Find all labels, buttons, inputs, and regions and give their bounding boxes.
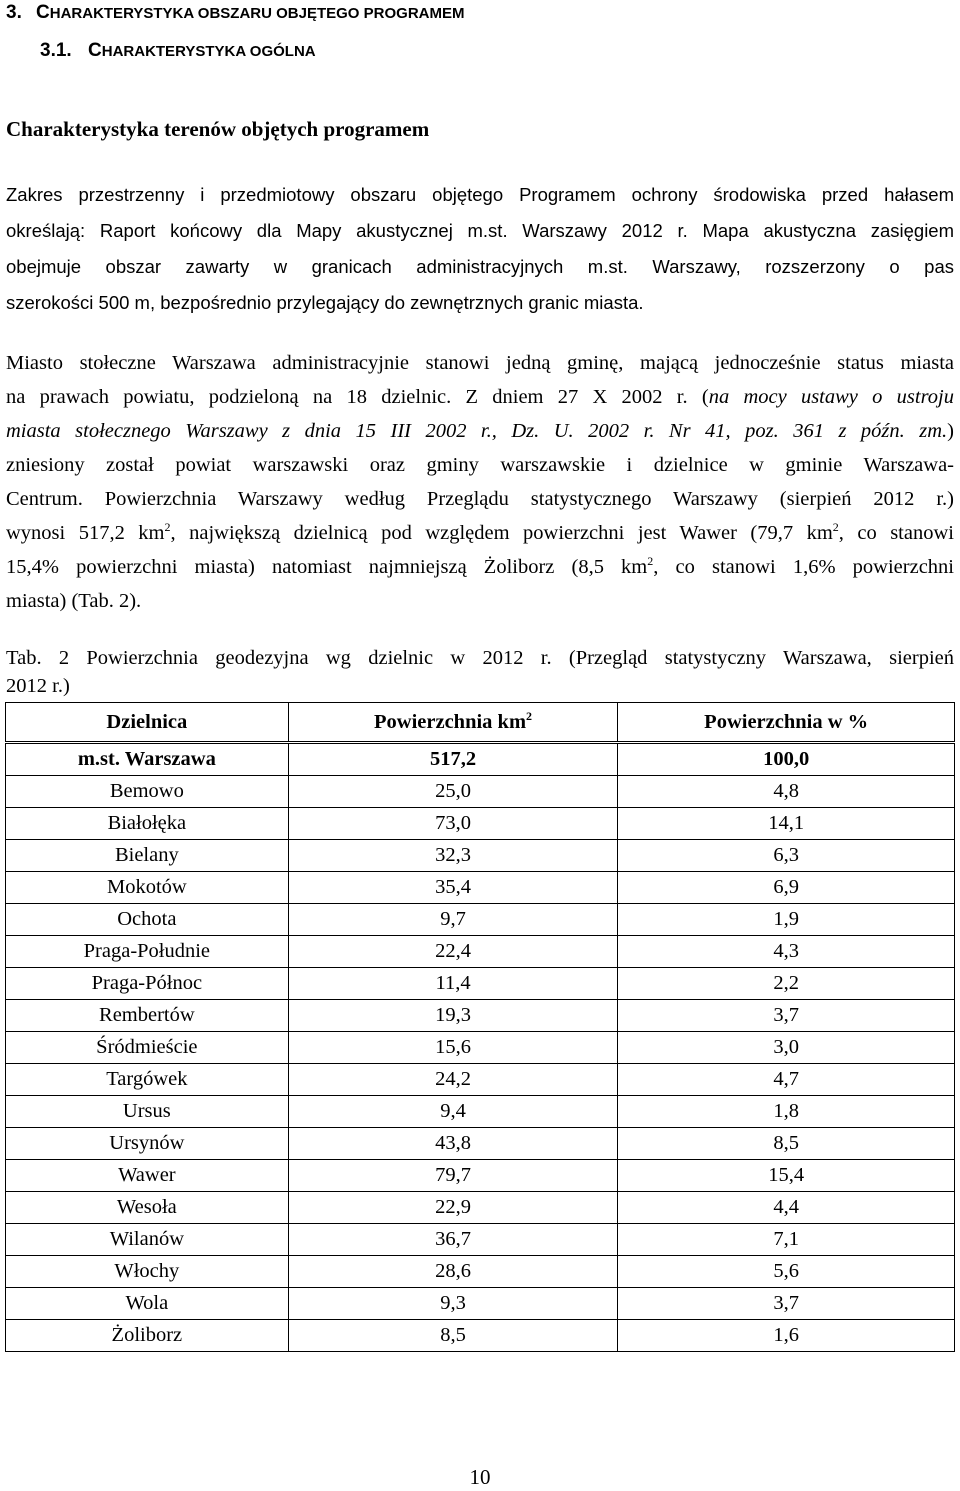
table-row xyxy=(6,904,955,936)
table-cell: 24,2 xyxy=(288,1064,618,1096)
table-cell: 79,7 xyxy=(288,1160,618,1192)
paragraph-text: , co stanowi 1,6% powierzchni xyxy=(653,556,954,578)
paragraph-text: wynosi 517,2 km xyxy=(6,522,165,544)
paragraph-warsaw xyxy=(6,346,954,618)
table-cell: 1,9 xyxy=(618,904,955,936)
table-row xyxy=(6,1256,955,1288)
table-cell: 1,8 xyxy=(618,1096,955,1128)
table-cell: 25,0 xyxy=(288,776,618,808)
section-title-rest: HARAKTERYSTYKA OBSZARU OBJĘTEGO PROGRAMEM xyxy=(49,5,465,22)
paragraph-line xyxy=(6,380,954,414)
table-cell: Praga-Południe xyxy=(6,936,289,968)
paragraph-italic: na mocy ustawy o ustroju xyxy=(708,386,954,408)
paragraph-text: , największą dzielnicą pod względem powierzchni jest Wawer (79,7 km xyxy=(170,522,833,544)
table-cell: 1,6 xyxy=(618,1320,955,1352)
column-header-area xyxy=(288,703,618,743)
table-row xyxy=(6,1032,955,1064)
table-cell: m.st. Warszawa xyxy=(6,743,289,776)
subsection-number: 3.1. xyxy=(40,40,72,61)
table-cell: Śródmieście xyxy=(6,1032,289,1064)
table-cell: Wesoła xyxy=(6,1192,289,1224)
table-cell: Wawer xyxy=(6,1160,289,1192)
table-cell: 14,1 xyxy=(618,808,955,840)
table-cell: 6,9 xyxy=(618,872,955,904)
table-row xyxy=(6,1288,955,1320)
table-cell: 4,7 xyxy=(618,1064,955,1096)
column-header-district: Dzielnica xyxy=(6,703,289,743)
page-number: 10 xyxy=(469,1465,491,1489)
table-cell: 4,3 xyxy=(618,936,955,968)
table-row xyxy=(6,1000,955,1032)
table-cell: 4,4 xyxy=(618,1192,955,1224)
table-header-row xyxy=(6,703,955,743)
table-row xyxy=(6,968,955,1000)
caption-line: Tab. 2 Powierzchnia geodezyjna wg dzielnic w 2012 r. (Przegląd statystyczny Warszawa, sierpień xyxy=(6,647,954,669)
column-header-area-label: Powierzchnia km xyxy=(374,710,527,733)
table-row xyxy=(6,840,955,872)
table-cell: Wilanów xyxy=(6,1224,289,1256)
table-cell: Bemowo xyxy=(6,776,289,808)
table-cell: 32,3 xyxy=(288,840,618,872)
table-cell: 73,0 xyxy=(288,808,618,840)
paragraph-line: Zakres przestrzenny i przedmiotowy obszaru objętego Programem ochrony środowiska przed hałasem xyxy=(6,184,954,205)
table-row xyxy=(6,1128,955,1160)
page-heading: Charakterystyka terenów objętych programem xyxy=(6,117,430,141)
table-cell: 517,2 xyxy=(288,743,618,776)
table-cell: 4,8 xyxy=(618,776,955,808)
table-cell: 19,3 xyxy=(288,1000,618,1032)
paragraph-line: Centrum. Powierzchnia Warszawy według Przeglądu statystycznego Warszawy (sierpień 2012 r.) xyxy=(6,488,954,510)
paragraph-line: Miasto stołeczne Warszawa administracyjnie stanowi jedną gminę, mającą jednocześnie status miasta xyxy=(6,352,954,374)
table-row-total xyxy=(6,743,955,776)
table-cell: Włochy xyxy=(6,1256,289,1288)
paragraph-text: na prawach powiatu, podzieloną na 18 dzielnic. Z dniem 27 X 2002 r. ( xyxy=(6,386,709,408)
paragraph-italic: miasta stołecznego Warszawy z dnia 15 III 2002 r., Dz. U. 2002 r. Nr 41, poz. 361 z późn. zm. xyxy=(6,420,948,442)
paragraph-scope xyxy=(6,177,954,321)
table-row xyxy=(6,1096,955,1128)
table-cell: 15,4 xyxy=(618,1160,955,1192)
table-cell: Ochota xyxy=(6,904,289,936)
subsection-title-rest: HARAKTERYSTYKA OGÓLNA xyxy=(101,43,316,60)
section-number: 3. xyxy=(6,2,22,23)
paragraph-line xyxy=(6,414,954,448)
table-cell: 5,6 xyxy=(618,1256,955,1288)
district-area-table xyxy=(5,702,955,1352)
paragraph-line: szerokości 500 m, bezpośrednio przylegający do zewnętrznych granic miasta. xyxy=(6,292,644,313)
table-cell: Targówek xyxy=(6,1064,289,1096)
table-row xyxy=(6,1160,955,1192)
paragraph-line: określają: Raport końcowy dla Mapy akustycznej m.st. Warszawy 2012 r. Mapa akustyczna zasięgiem xyxy=(6,220,954,241)
table-cell: Rembertów xyxy=(6,1000,289,1032)
table-cell: 3,7 xyxy=(618,1288,955,1320)
table-cell: 8,5 xyxy=(618,1128,955,1160)
paragraph-line: obejmuje obszar zawarty w granicach administracyjnych m.st. Warszawy, rozszerzony o pas xyxy=(6,256,954,277)
table-row xyxy=(6,936,955,968)
paragraph-line: zniesiony został powiat warszawski oraz gminy warszawskie i dzielnice w gminie Warszawa- xyxy=(6,454,954,476)
superscript: 2 xyxy=(832,520,839,535)
superscript: 2 xyxy=(164,520,171,535)
table-row xyxy=(6,776,955,808)
table-cell: Bielany xyxy=(6,840,289,872)
table-row xyxy=(6,872,955,904)
table-cell: Ursus xyxy=(6,1096,289,1128)
section-heading xyxy=(6,2,464,24)
table-cell: 9,7 xyxy=(288,904,618,936)
table-cell: Wola xyxy=(6,1288,289,1320)
table-cell: 9,3 xyxy=(288,1288,618,1320)
table-cell: 7,1 xyxy=(618,1224,955,1256)
table-cell: 6,3 xyxy=(618,840,955,872)
table-cell: 100,0 xyxy=(618,743,955,776)
table-row xyxy=(6,808,955,840)
table-caption xyxy=(6,644,954,700)
table-cell: 2,2 xyxy=(618,968,955,1000)
table-cell: 43,8 xyxy=(288,1128,618,1160)
table-cell: Mokotów xyxy=(6,872,289,904)
paragraph-line xyxy=(6,516,954,550)
table-cell: Ursynów xyxy=(6,1128,289,1160)
table-cell: 9,4 xyxy=(288,1096,618,1128)
caption-line: 2012 r.) xyxy=(6,675,70,697)
table-cell: 36,7 xyxy=(288,1224,618,1256)
table-cell: 3,7 xyxy=(618,1000,955,1032)
paragraph-text: ) xyxy=(947,420,954,442)
table-row xyxy=(6,1064,955,1096)
table-cell: Żoliborz xyxy=(6,1320,289,1352)
table-row xyxy=(6,1192,955,1224)
superscript: 2 xyxy=(526,708,533,723)
paragraph-line xyxy=(6,550,954,584)
table-cell: 8,5 xyxy=(288,1320,618,1352)
table-row xyxy=(6,1320,955,1352)
section-title-initial: C xyxy=(36,2,50,23)
table-cell: Praga-Północ xyxy=(6,968,289,1000)
table-cell: 11,4 xyxy=(288,968,618,1000)
table-cell: 22,9 xyxy=(288,1192,618,1224)
table-row xyxy=(6,1224,955,1256)
paragraph-line: miasta) (Tab. 2). xyxy=(6,590,142,612)
paragraph-text: 15,4% powierzchni miasta) natomiast najmniejszą Żoliborz (8,5 km xyxy=(6,556,648,578)
table-cell: 3,0 xyxy=(618,1032,955,1064)
subsection-title-initial: C xyxy=(88,40,102,61)
table-cell: 35,4 xyxy=(288,872,618,904)
subsection-heading xyxy=(40,40,316,62)
superscript: 2 xyxy=(647,554,654,569)
table-cell: 15,6 xyxy=(288,1032,618,1064)
table-cell: 22,4 xyxy=(288,936,618,968)
column-header-percent: Powierzchnia w % xyxy=(618,703,955,743)
paragraph-text: , co stanowi xyxy=(838,522,954,544)
table-cell: 28,6 xyxy=(288,1256,618,1288)
table-cell: Białołęka xyxy=(6,808,289,840)
